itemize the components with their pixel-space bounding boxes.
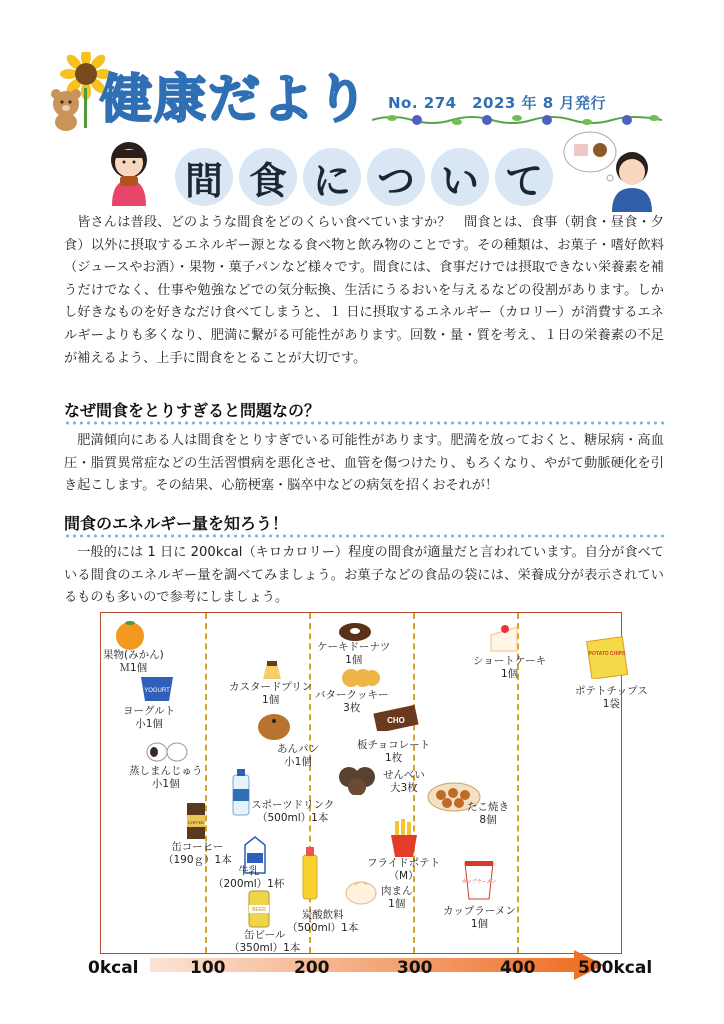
ramen-text: カップラーメン [461, 879, 497, 885]
anpan-icon [257, 711, 291, 741]
section-heading: 間食のエネルギー量を知ろう！ [64, 514, 289, 533]
title-char: に [303, 148, 361, 206]
orange-icon [113, 619, 147, 651]
food-label: ポテトチップス 1袋 [575, 685, 648, 710]
section-body [64, 430, 664, 498]
food-label: 炭酸飲料 （500ml）1本 [287, 909, 359, 934]
dotted-divider [64, 421, 664, 425]
food-label: 牛乳 （200ml）1杯 [213, 865, 285, 890]
sports-drink-icon [231, 769, 251, 817]
gridline-100 [205, 613, 207, 953]
food-label: スポーツドリンク （500ml）1本 [251, 799, 335, 824]
food-label: バタークッキー 3枚 [315, 689, 389, 714]
fries-icon [387, 819, 421, 859]
food-label: 果物(みかん) Ｍ1個 [103, 649, 164, 674]
boy-craving-sweets-icon [560, 128, 660, 212]
food-label: せんべい 大3枚 [383, 769, 425, 794]
cookie-icon [341, 667, 381, 689]
food-label: あんパン 小1個 [277, 743, 319, 768]
gridline-200 [309, 613, 311, 953]
soda-icon [301, 847, 319, 901]
topic-title [175, 148, 555, 206]
axis-label-100: 100 [190, 958, 226, 978]
food-label: 肉まん 1個 [381, 885, 413, 910]
axis-label-300: 300 [397, 958, 433, 978]
axis-label-0: 0kcal [88, 958, 139, 978]
axis-label-400: 400 [500, 958, 536, 978]
food-label: 板チョコレート 1枚 [357, 739, 431, 764]
cup-ramen-icon [461, 857, 497, 901]
donut-icon [337, 621, 373, 643]
beer-can-icon [247, 889, 271, 929]
title-char: つ [367, 148, 425, 206]
food-label: ヨーグルト 小1個 [123, 705, 176, 730]
issue-info: No. 274 2023 年 8 月発行 [388, 94, 606, 112]
senbei-icon [337, 765, 381, 795]
food-label: 缶ビール （350ml）1本 [229, 929, 301, 954]
food-label: ショートケーキ 1個 [473, 655, 547, 680]
food-label: 蒸しまんじゅう 小1個 [129, 765, 203, 790]
yogurt-text: YOGURT [144, 688, 170, 694]
food-label: ケーキドーナツ 1個 [317, 641, 391, 666]
section-body [64, 542, 664, 610]
calorie-chart [100, 612, 648, 954]
food-label: フライドポテト （M） [367, 857, 441, 882]
morning-glory-vine-icon [372, 112, 662, 128]
girl-eating-icon [100, 136, 158, 206]
section1-text: 肥満傾向にある人は間食をとりすぎでいる可能性があります。肥満を放っておくと、糖尿病・高血圧・脂質異常症などの生活習慣病を悪化させ、血管を傷つけたり、もろくなり、やがて動脈硬化を引き起こします。その結果、心筋梗塞・脳卒中などの病気を招くおそれが！ [64, 433, 664, 494]
chocolate-text: CHO [387, 716, 405, 725]
food-label: カップラーメン 1個 [443, 905, 516, 930]
manju-icon [145, 739, 189, 763]
title-char: て [495, 148, 553, 206]
intro-text: 皆さんは普段、どのような間食をどのくらい食べていますか？ 間食とは、食事（朝食・昼食・夕食）以外に摂取するエネルギー源となる食べ物と飲み物のことです。その種類は、お菓子・嗜好飲料（ジュースやお酒）・果物・菓子パンなど様々です。間食には、食事だけでは摂取できない栄養素を補うだけでなく、仕事や勉強などでの気分転換、生活にうるおいを与えるなどの役割があります。しかし好きなものを好きなだけ食べてしまうと、１ 日に摂取するエネルギー（カロリー）が消費するエネルギーよりも多くなり、肥満に繋がる可能性があります。回数・量・質を考え、１日の栄養素の不足が補えるよう、上手に間食をとることが大切です。 [64, 215, 664, 366]
coffee-can-icon [185, 801, 207, 841]
pudding-icon [257, 657, 287, 681]
food-label: たこ焼き 8個 [467, 801, 509, 826]
axis-label-200: 200 [294, 958, 330, 978]
title-char: 食 [239, 148, 297, 206]
coffee-text: COFFEE [187, 820, 205, 825]
yogurt-icon [137, 673, 177, 703]
shortcake-icon [487, 623, 521, 655]
section2-text: 一般的には 1 日に 200kcal（キロカロリー）程度の間食が適量だと言われています。自分が食べている間食のエネルギー量を調べてみましょう。お菓子などの食品の袋には、栄養成分が表示されているものも多いので参考にしましょう。 [64, 545, 664, 606]
title-char: 間 [175, 148, 233, 206]
axis-label-500: 500kcal [578, 958, 653, 978]
newsletter-title: 健康だより [100, 70, 371, 130]
food-label: カスタードプリン 1個 [229, 681, 313, 706]
intro-paragraph [64, 212, 664, 370]
chips-icon [585, 635, 629, 679]
food-label: 缶コーヒー （190ｇ）1本 [163, 841, 232, 866]
title-char: い [431, 148, 489, 206]
section-heading: なぜ間食をとりすぎると問題なの？ [64, 401, 321, 420]
dotted-divider [64, 534, 664, 538]
beer-text: BEER [252, 907, 266, 913]
chips-text: POTATO CHIPS [588, 651, 626, 657]
